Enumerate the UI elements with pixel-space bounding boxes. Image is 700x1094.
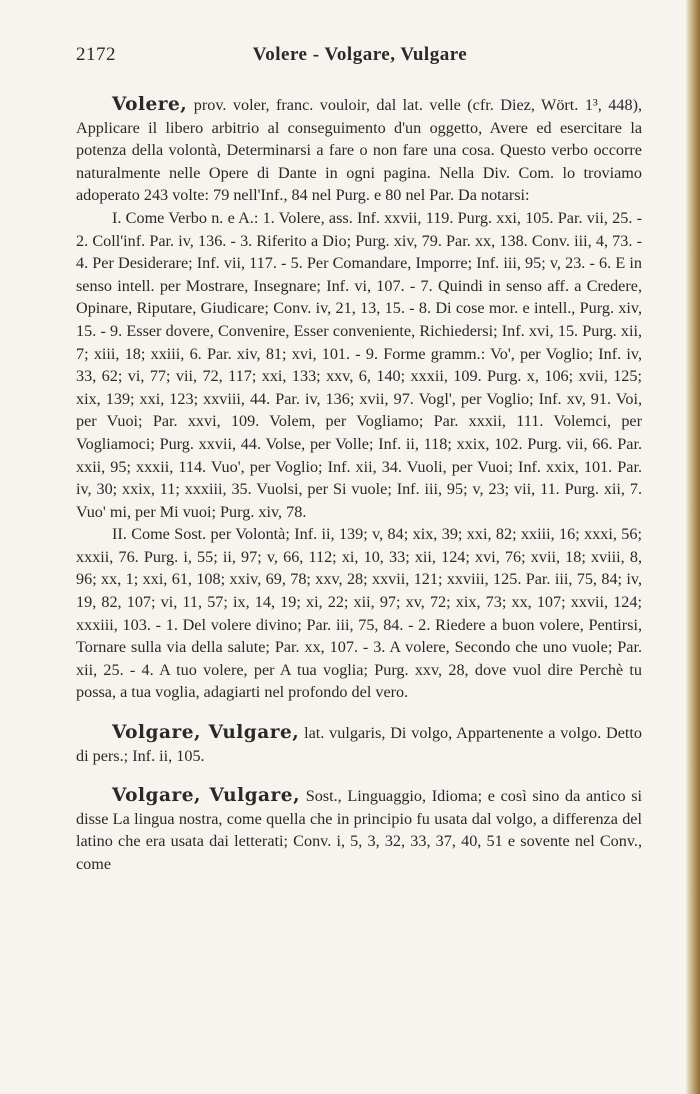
entry-text: prov. voler, franc. vouloir, dal lat. velle (cfr. Diez, Wört. 1³, 448), Applicare il libero arbitrio al conseguimento d'un oggetto, Avere ed esercitare la potenza della volontà, Determinarsi a fare o non fare una cosa. Questo verbo occorre naturalmente nelle Opere di Dante in ogni pagina. Nella Div. Com. lo troviamo adoperato 243 volte: 79 nell'Inf., 84 nel Purg. e 80 nel Par. Da notarsi:: [76, 96, 643, 205]
page-number: 2172: [76, 44, 116, 65]
headword: Volere,: [112, 94, 188, 115]
entry-paragraph: II. Come Sost. per Volontà; Inf. ii, 139; v, 84; xix, 39; xxi, 82; xxiii, 16; xxxi, 56; xxxii, 76. Purg. i, 55; ii, 97; v, 66, 112; xi, 10, 33; xii, 124; xvi, 76; xvii, 18; xviii, 8, 96; xx, 1; xxi, 61, 108; xxiv, 69, 78; xxv, 28; xxvii, 121; xxviii, 125. Par. iii, 75, 84; iv, 19, 82, 107; vi, 11, 57; ix, 14, 19; xi, 22; xii, 97; xv, 72; xix, 73; xx, 107; xxvii, 124; xxxiii, 103. - 1. Del volere divino; Par. iii, 75, 84. - 2. Riedere a buon volere, Pentirsi, Tornare sulla via della salute; Par. xx, 107. - 3. A volere, Secondo che uno vuole; Par. xii, 25. - 4. A tuo volere, per A tua voglia; Purg. xxv, 28, dove vuol dire Perchè tu possa, a tua voglia, adagiarti nel profondo del vero.: [76, 525, 642, 702]
headword: Volgare, Vulgare,: [112, 722, 300, 744]
page-edge: [686, 0, 700, 1094]
dictionary-body: [76, 94, 642, 894]
page-header: [76, 44, 644, 74]
running-title: Volere - Volgare, Vulgare: [252, 44, 468, 65]
entry-paragraph: I. Come Verbo n. e A.: 1. Volere, ass. Inf. xxvii, 119. Purg. xxi, 105. Par. vii, 25. - 2. Coll'inf. Par. iv, 136. - 3. Riferito a Dio; Purg. xiv, 79. Par. xx, 138. Conv. iii, 4, 73. - 4. Per Desiderare; Inf. vii, 117. - 5. Per Comandare, Imporre; Inf. iii, 95; v, 23. - 6. E in senso intell. per Mostrare, Insegnare; Inf. vi, 107. - 7. Quindi in senso aff. a Credere, Opinare, Riputare, Giudicare; Conv. iv, 21, 13, 15. - 8. Di cose mor. e intell., Purg. xiv, 15. - 9. Esser dovere, Convenire, Esser conveniente, Richiedersi; Inf. xvi, 15. Purg. xii, 7; xiii, 18; xxiii, 6. Par. xiv, 81; xvi, 101. - 9. Forme gramm.: Vo', per Voglio; Inf. iv, 33, 62; vi, 77; vii, 72, 117; xxi, 133; xxv, 6, 140; xxxii, 109. Purg. x, 106; xvii, 125; xix, 139; xxi, 123; xxviii, 44. Par. iv, 136; xvii, 97. Vogl', per Voglio; Inf. xv, 91. Voi, per Vuoi; Par. xxvi, 109. Volem, per Vogliamo; Par. xxxii, 111. Volemci, per Vogliamoci; Purg. xxvii, 44. Volse, per Volle; Inf. ii, 118; xxix, 102. Purg. vii, 66. Par. xxii, 95; xxxii, 114. Vuo', per Voglio; Inf. xii, 34. Vuoli, per Vuoi; Inf. xxix, 101. Par. iv, 30; xxix, 11; xxxiii, 35. Vuolsi, per Si vuole; Inf. iii, 95; v, 23; vii, 11. Purg. xii, 7. Vuo' mi, per Mi vuoi; Purg. xiv, 78.: [76, 208, 642, 521]
headword: Volgare, Vulgare,: [112, 785, 301, 807]
entry-paragraph: [76, 785, 642, 875]
entry-text: Sost., Linguaggio, Idioma; e così sino da antico si disse La lingua nostra, come quella che in principio fu usata dal volgo, a differenza del latino che era usata dai letterati; Conv. i, 5, 3, 32, 33, 37, 40, 51 e sovente nel Conv., come: [76, 787, 643, 873]
entry-volgare-adj: [76, 722, 642, 767]
entry-paragraph: [76, 722, 642, 767]
entry-text: lat. vulgaris, Di volgo, Appartenente a volgo. Detto di pers.; Inf. ii, 105.: [76, 724, 643, 765]
entry-volere: [76, 94, 642, 704]
entry-paragraph: [76, 94, 642, 207]
entry-volgare-noun: [76, 785, 642, 875]
